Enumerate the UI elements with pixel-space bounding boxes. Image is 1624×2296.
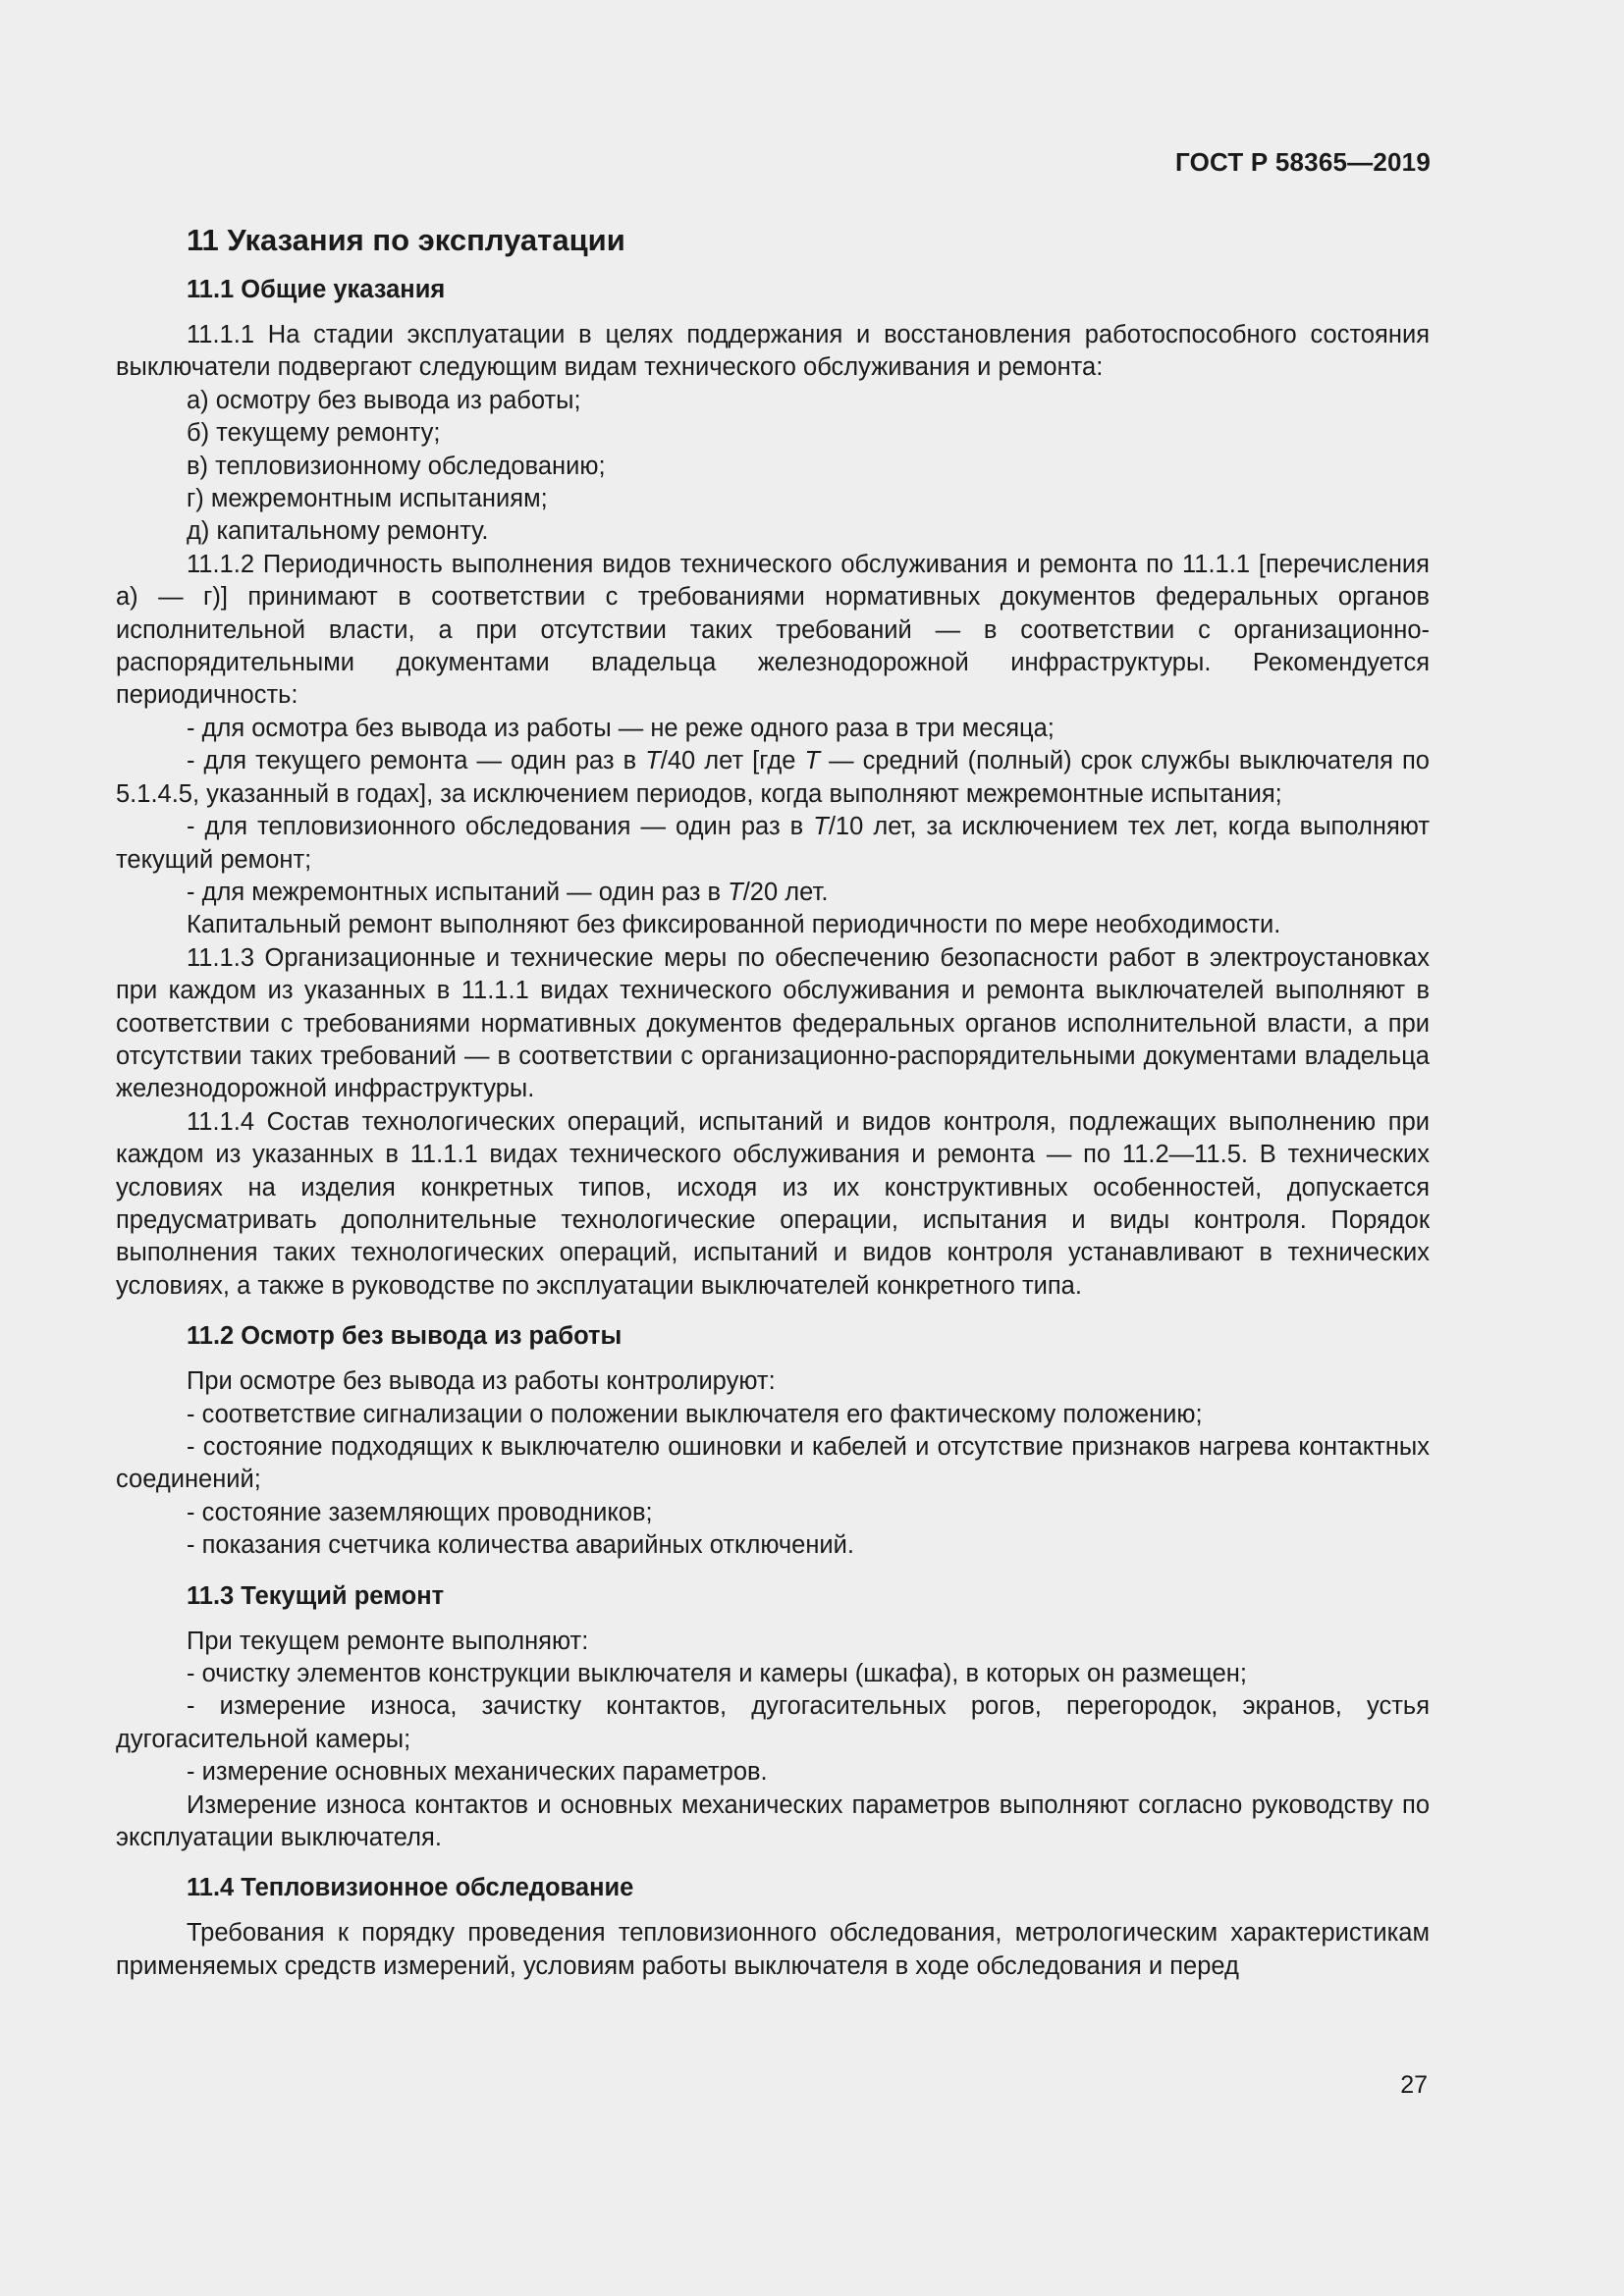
- list-item: - измерение износа, зачистку контактов, дугогасительных рогов, перегородок, экранов, устья дугогасительной камеры;: [116, 1692, 1430, 1753]
- page-number: 27: [1400, 2071, 1428, 2099]
- text-run: /40 лет [где: [660, 747, 805, 775]
- list-item: д) капитальному ремонту.: [187, 517, 489, 546]
- list-item: - состояние подходящих к выключателю ошиновки и кабелей и отсутствие признаков нагрева контактных соединений;: [116, 1433, 1430, 1494]
- paragraph-11-1-1: 11.1.1 На стадии эксплуатации в целях поддержания и восстановления работоспособного состояния выключатели подвергают следующим видам технического обслуживания и ремонта:: [116, 321, 1430, 382]
- text-run-italic: Т: [645, 747, 661, 775]
- subsection-title-11-4: 11.4 Тепловизионное обследование: [187, 1874, 634, 1902]
- list-item: а) осмотру без вывода из работы;: [187, 386, 581, 414]
- text-run: - для текущего ремонта — один раз в: [187, 747, 646, 775]
- subsection-title-11-2: 11.2 Осмотр без вывода из работы: [187, 1322, 623, 1351]
- list-item: - измерение основных механических параметров.: [187, 1758, 768, 1787]
- paragraph: Требования к порядку проведения тепловизионного обследования, метрологическим характеристикам применяемых средств измерений, условиям работы выключателя в ходе обследования и перед: [116, 1919, 1430, 1980]
- list-item: - показания счетчика количества аварийных отключений.: [187, 1531, 855, 1560]
- list-item: г) межремонтным испытаниям;: [187, 485, 548, 513]
- paragraph-11-1-3: 11.1.3 Организационные и технические меры по обеспечению безопасности работ в электроустановках при каждом из указанных в 11.1.1 видах технического обслуживания и ремонта выключателей выполняют в соответствии с требованиями нормативных документов федеральных органов исполнительной власти, а при отсутствии таких требований — в соответствии с организационно-распорядительными документами владельца железнодорожной инфраструктуры.: [116, 943, 1430, 1103]
- list-item: [116, 877, 1430, 909]
- paragraph: При текущем ремонте выполняют:: [187, 1627, 589, 1655]
- list-item: - очистку элементов конструкции выключателя и камеры (шкафа), в которых он размещен;: [187, 1660, 1247, 1688]
- paragraph: Измерение износа контактов и основных механических параметров выполняют согласно руководству по эксплуатации выключателя.: [116, 1790, 1430, 1852]
- list-item: - для осмотра без вывода из работы — не реже одного раза в три месяца;: [187, 714, 1055, 742]
- list-item: [116, 811, 1430, 877]
- text-run-italic: Т: [813, 813, 829, 841]
- list-item: б) текущему ремонту;: [187, 419, 441, 448]
- document-code: ГОСТ Р 58365—2019: [1175, 147, 1431, 177]
- text-run-italic: Т: [804, 747, 821, 775]
- subsection-title-11-1: 11.1 Общие указания: [187, 276, 446, 303]
- paragraph-11-1-2: 11.1.2 Периодичность выполнения видов технического обслуживания и ремонта по 11.1.1 [перечисления а) — г)] принимают в соответствии с требованиями нормативных документов федеральных органов исполнительной власти, а при отсутствии таких требований — в соответствии с организационно-распорядительными документами владельца железнодорожной инфраструктуры. Рекомендуется периодичность:: [116, 550, 1430, 710]
- list-item: - состояние заземляющих проводников;: [187, 1498, 653, 1526]
- text-run: — средний (полный) срок службы выключателя по 5.1.4.5, указанный в годах], за исключением периодов, когда выполняют межремонтные испытания;: [116, 747, 1430, 808]
- page-content: [116, 221, 1430, 1983]
- subsection-title-11-3: 11.3 Текущий ремонт: [187, 1581, 445, 1610]
- text-run: /10 лет, за исключением тех лет, когда выполняют текущий ремонт;: [116, 813, 1431, 874]
- list-item: в) тепловизионному обследованию;: [187, 452, 606, 480]
- text-run: - для тепловизионного обследования — один раз в: [187, 813, 814, 841]
- paragraph: При осмотре без вывода из работы контролируют:: [187, 1367, 776, 1396]
- paragraph-11-1-4: 11.1.4 Состав технологических операций, испытаний и видов контроля, подлежащих выполнению при каждом из указанных в 11.1.1 видах технического обслуживания и ремонта — по 11.2—11.5. В технических условиях на изделия конкретных типов, исходя из их конструктивных особенностей, допускается предусматривать дополнительные технологические операции, испытания и виды контроля. Порядок выполнения таких технологических операций, испытаний и видов контроля устанавливают в технических условиях, а также в руководстве по эксплуатации выключателей конкретного типа.: [116, 1107, 1430, 1300]
- paragraph: Капитальный ремонт выполняют без фиксированной периодичности по мере необходимости.: [187, 911, 1281, 939]
- list-item: - соответствие сигнализации о положении выключателя его фактическому положению;: [187, 1400, 1203, 1428]
- text-run: /20 лет.: [742, 878, 829, 906]
- list-item: [116, 745, 1430, 811]
- text-run-italic: Т: [728, 878, 743, 906]
- section-title: 11 Указания по эксплуатации: [187, 223, 625, 257]
- text-run: - для межремонтных испытаний — один раз в: [187, 878, 729, 906]
